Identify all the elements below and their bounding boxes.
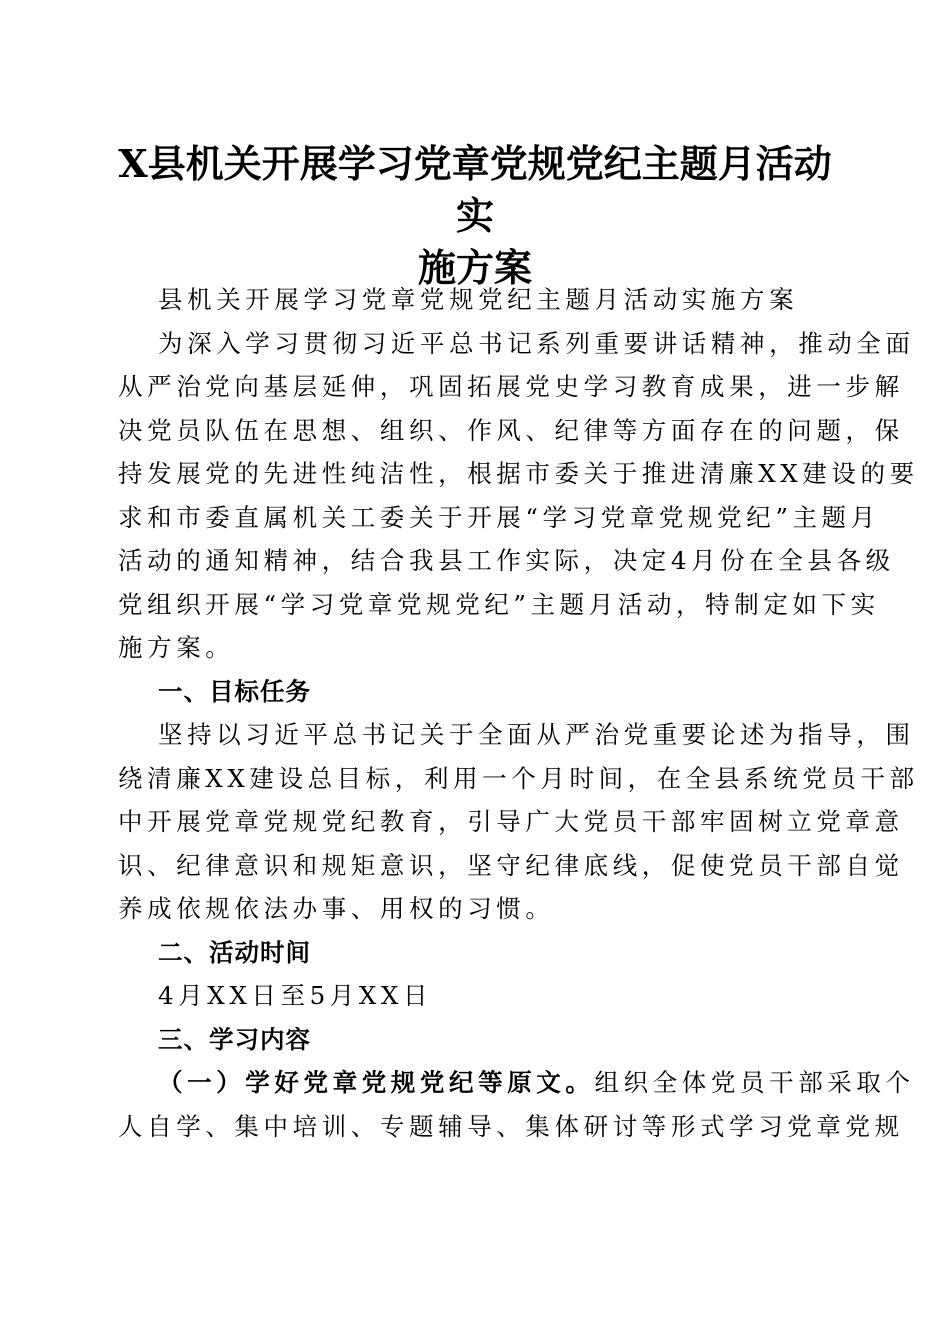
section-line: 坚持以习近平总书记关于全面从严治党重要论述为指导，围: [158, 720, 915, 749]
document-subtitle: 县机关开展学习党章党规党纪主题月活动实施方案: [158, 285, 799, 314]
intro-line: 党组织开展“学习党章党规党纪”主题月活动，特制定如下实: [118, 589, 880, 619]
section-line: 养成依规依法办事、用权的习惯。: [118, 894, 555, 923]
section-line: 识、纪律意识和规矩意识，坚守纪律底线，促使党员干部自觉: [118, 850, 904, 880]
intro-line: 决党员队伍在思想、组织、作风、纪律等方面存在的问题，保: [118, 415, 904, 445]
document-body: [118, 278, 919, 1148]
intro-line: 为深入学习贯彻习近平总书记系列重要讲话精神，推动全面: [158, 328, 915, 358]
section-heading-time: 二、活动时间: [158, 937, 311, 967]
title-line-1: X县机关开展学习党章党规党纪主题月活动实: [118, 141, 832, 238]
intro-line: 活动的通知精神，结合我县工作实际，决定4月份在全县各级: [118, 546, 895, 575]
intro-line: 从严治党向基层延伸，巩固拓展党史学习教育成果，进一步解: [118, 372, 904, 401]
subitem-line: [118, 1061, 915, 1105]
intro-line: 施方案。: [118, 633, 235, 662]
section-line: 人自学、集中培训、专题辅导、集体研讨等形式学习党章党规: [118, 1111, 904, 1141]
document-title: [110, 138, 840, 294]
section-line: 中开展党章党规党纪教育，引导广大党员干部牢固树立党章意: [118, 807, 904, 836]
subitem-text: 组织全体党员干部采取个: [594, 1068, 915, 1097]
subitem-label: （一）学好党章党规党纪等原文。: [158, 1068, 595, 1097]
section-line: 绕清廉XX建设总目标，利用一个月时间，在全县系统党员干部: [118, 763, 919, 793]
section-heading-goals: 一、目标任务: [158, 676, 311, 706]
intro-line: 求和市委直属机关工委关于开展“学习党章党规党纪”主题月: [118, 502, 880, 532]
title-line-2: 施方案: [417, 245, 532, 290]
section-heading-content: 三、学习内容: [158, 1024, 311, 1054]
section-line: 4月XX日至5月XX日: [158, 981, 433, 1010]
intro-line: 持发展党的先进性纯洁性，根据市委关于推进清廉XX建设的要: [118, 459, 919, 488]
